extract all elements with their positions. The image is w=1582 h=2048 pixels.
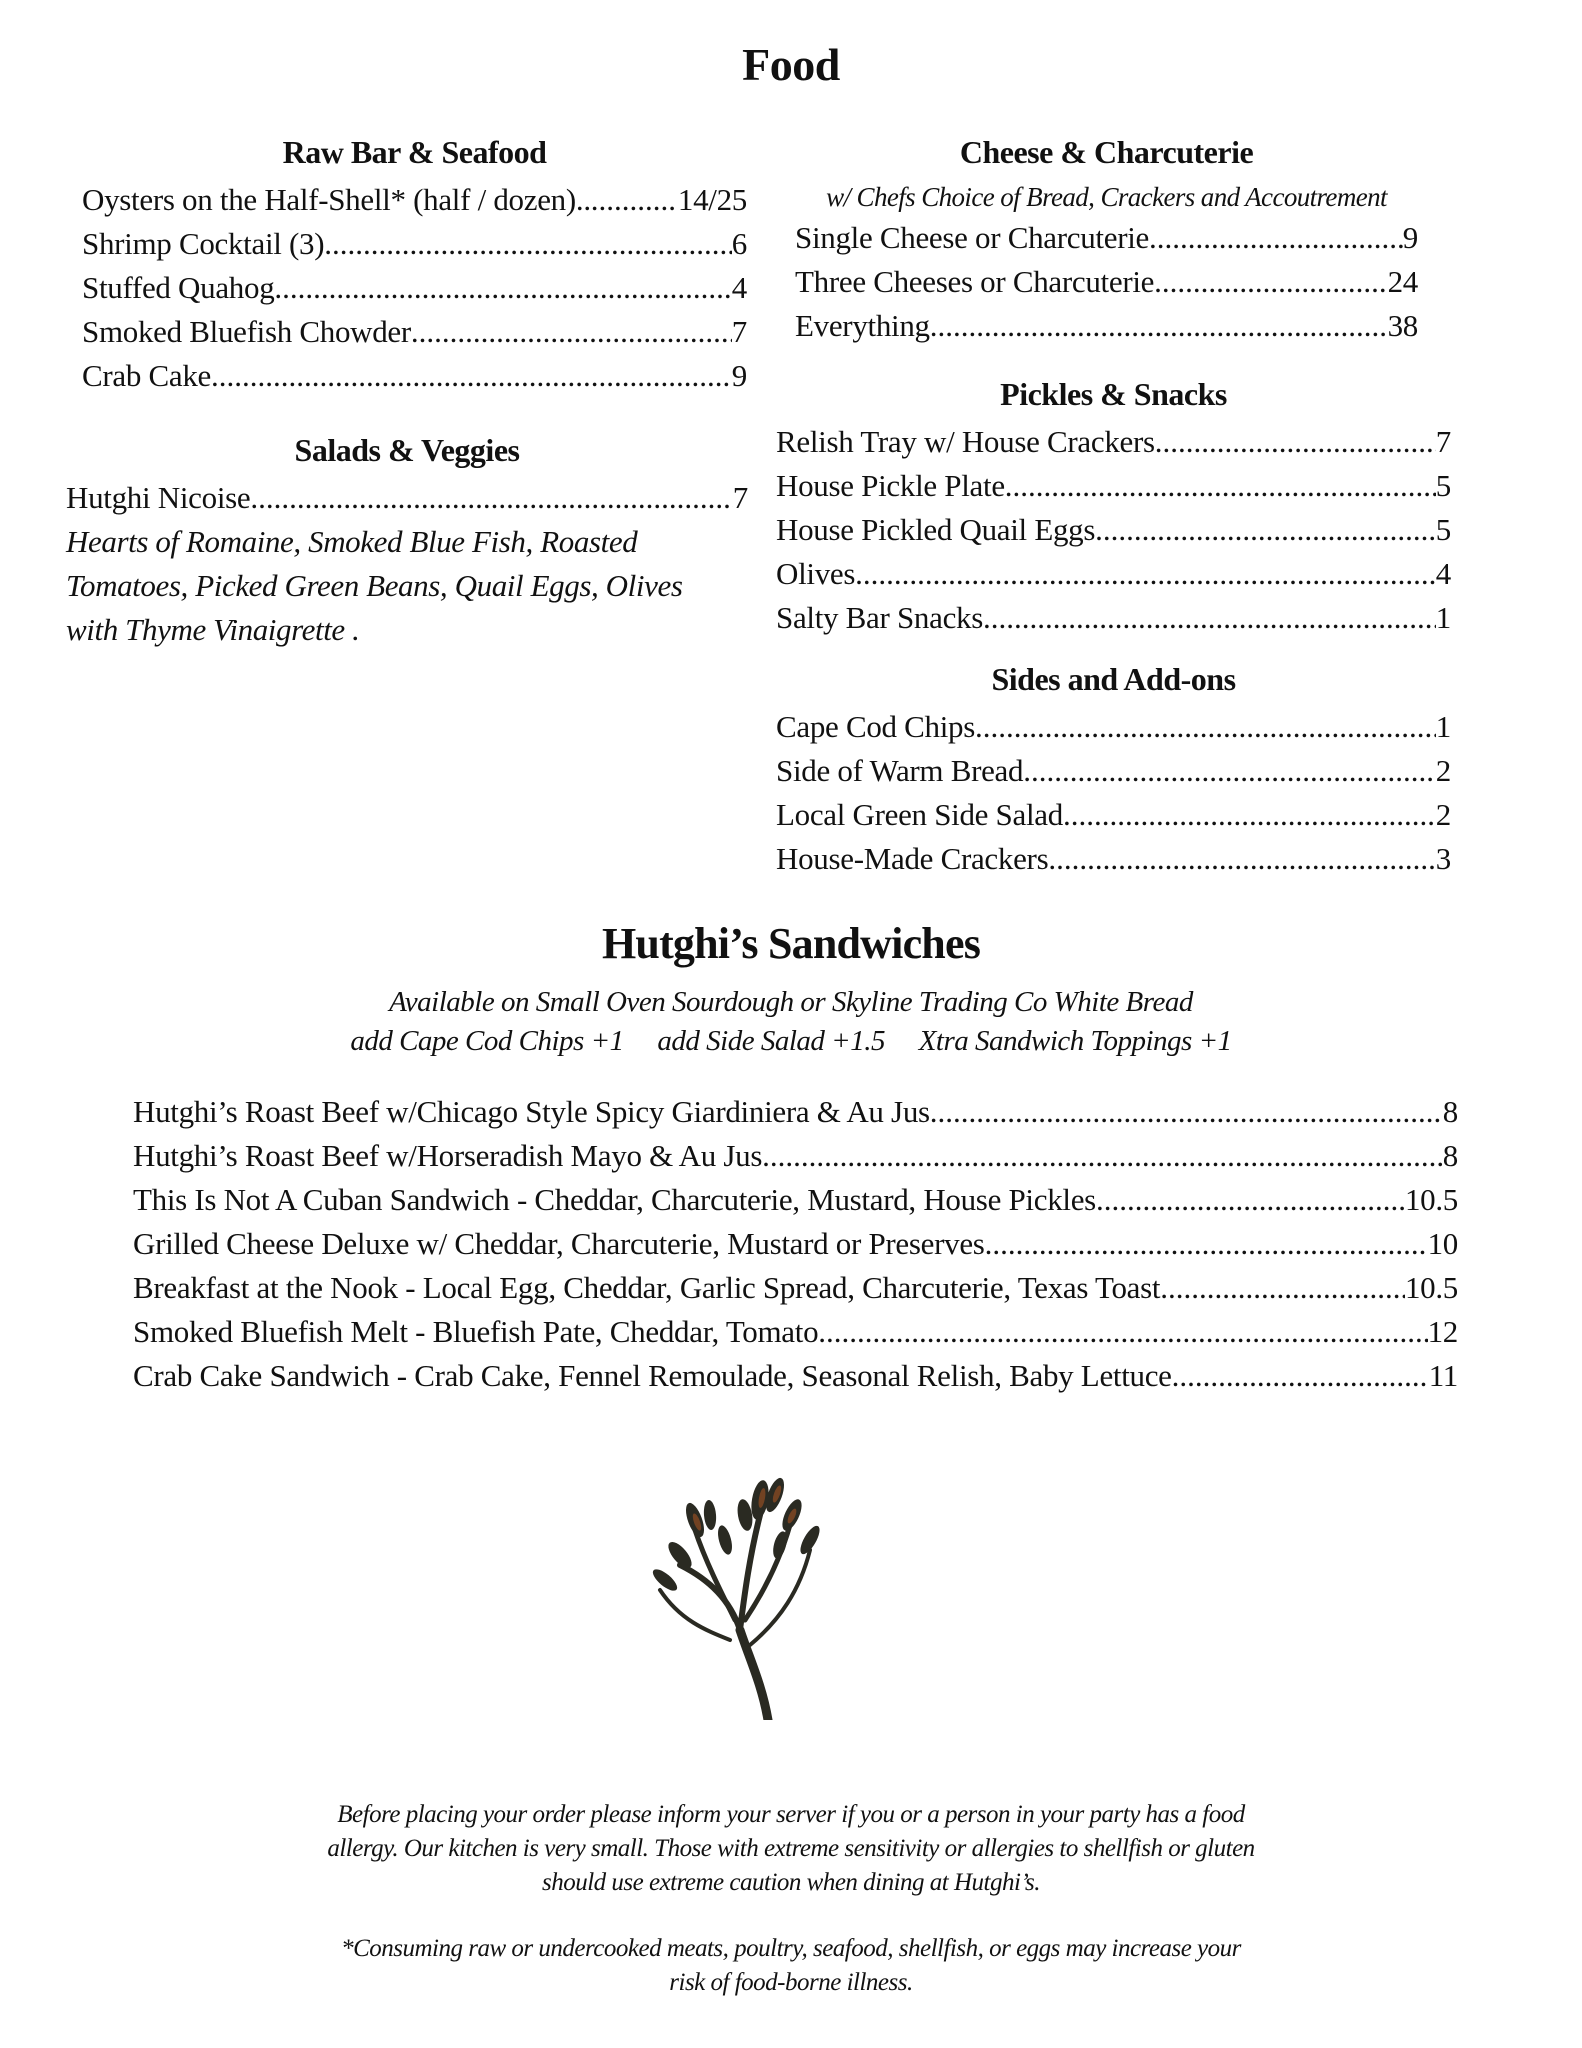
salad-description-line: Tomatoes, Picked Green Beans, Quail Eggs, Olives <box>66 568 683 603</box>
allergy-notice-line: Before placing your order please inform your server if you or a person in your party has a food <box>337 1801 1245 1828</box>
menu-item-name: Local Green Side Salad <box>776 797 1063 832</box>
allergy-notice-line: allergy. Our kitchen is very small. Those with extreme sensitivity or allergies to shellfish or gluten <box>327 1835 1255 1862</box>
menu-item <box>776 552 1451 596</box>
menu-item-name: Salty Bar Snacks <box>776 600 984 635</box>
menu-item-name: Side of Warm Bread <box>776 753 1024 788</box>
menu-item-name: Grilled Cheese Deluxe w/ Cheddar, Charcuterie, Mustard or Preserves <box>133 1226 985 1261</box>
menu-item <box>776 596 1451 640</box>
sides-heading: Sides and Add-ons <box>991 661 1236 697</box>
cheese-heading: Cheese & Charcuterie <box>959 134 1254 170</box>
cheese-subheading: w/ Chefs Choice of Bread, Crackers and Accoutrement <box>826 182 1387 212</box>
dot-leader <box>818 1310 1427 1354</box>
menu-item-name: Hutghi Nicoise <box>66 480 251 515</box>
menu-item-name: Breakfast at the Nook - Local Egg, Cheddar, Garlic Spread, Charcuterie, Texas Toast <box>133 1270 1161 1305</box>
menu-item-name: Smoked Bluefish Melt - Bluefish Pate, Cheddar, Tomato <box>133 1314 819 1349</box>
dot-leader <box>1172 1354 1429 1398</box>
menu-item <box>133 1310 1458 1354</box>
menu-item-price: 4 <box>731 270 747 305</box>
menu-item <box>133 1134 1458 1178</box>
sandwiches-addons-note: add Cape Cod Chips +1 add Side Salad +1.5 Xtra Sandwich Toppings +1 <box>350 1025 1232 1057</box>
menu-item-price: 7 <box>731 314 747 349</box>
menu-item-price: 6 <box>731 226 747 261</box>
dot-leader <box>1005 464 1436 508</box>
consumption-warning-line: risk of food-borne illness. <box>669 1969 913 1996</box>
menu-item-name: Olives <box>776 556 856 591</box>
dot-leader <box>1160 1266 1405 1310</box>
menu-item <box>795 260 1418 304</box>
menu-item <box>795 216 1418 260</box>
menu-item-price: 5 <box>1435 512 1451 547</box>
menu-item-name: Stuffed Quahog <box>82 270 275 305</box>
menu-item-name: This Is Not A Cuban Sandwich - Cheddar, Charcuterie, Mustard, House Pickles <box>133 1182 1096 1217</box>
cheese-list <box>795 216 1418 348</box>
menu-item-name: Single Cheese or Charcuterie <box>795 220 1150 255</box>
menu-item-price: 8 <box>1442 1094 1458 1129</box>
menu-item <box>133 1090 1458 1134</box>
menu-item <box>776 793 1451 837</box>
menu-item <box>776 705 1451 749</box>
dot-leader <box>983 596 1436 640</box>
menu-item-price: 10.5 <box>1404 1182 1458 1217</box>
menu-item-price: 1 <box>1435 709 1451 744</box>
sandwiches-bread-note: Available on Small Oven Sourdough or Skyline Trading Co White Bread <box>389 986 1193 1018</box>
menu-item <box>133 1354 1458 1398</box>
salad-description <box>66 520 748 652</box>
menu-item <box>776 837 1451 881</box>
menu-item-price: 10.5 <box>1404 1270 1458 1305</box>
menu-item-price: 4 <box>1435 556 1451 591</box>
dot-leader <box>985 1222 1428 1266</box>
dot-leader <box>1063 793 1436 837</box>
menu-item-price: 1 <box>1435 600 1451 635</box>
dot-leader <box>1048 837 1435 881</box>
raw-bar-heading: Raw Bar & Seafood <box>282 134 547 170</box>
consumption-warning-line: *Consuming raw or undercooked meats, poultry, seafood, shellfish, or eggs may increase your <box>341 1935 1241 1962</box>
seaweed-illustration <box>650 1470 830 1720</box>
raw-bar-section <box>82 130 747 398</box>
menu-item <box>82 310 747 354</box>
menu-item-name: Hutghi’s Roast Beef w/Chicago Style Spicy Giardiniera & Au Jus <box>133 1094 930 1129</box>
menu-item-name: Three Cheeses or Charcuterie <box>795 264 1155 299</box>
menu-item <box>66 476 748 520</box>
dot-leader <box>930 304 1388 348</box>
menu-item-price: 14/25 <box>677 182 747 217</box>
dot-leader <box>211 354 732 398</box>
menu-item-name: Everything <box>795 308 930 343</box>
dot-leader <box>1095 508 1436 552</box>
dot-leader <box>1154 260 1387 304</box>
menu-item <box>795 304 1418 348</box>
menu-item-name: Cape Cod Chips <box>776 709 976 744</box>
menu-item-name: House-Made Crackers <box>776 841 1049 876</box>
menu-item-price: 9 <box>731 358 747 393</box>
pickles-section <box>776 372 1451 640</box>
menu-item <box>133 1266 1458 1310</box>
menu-item <box>82 354 747 398</box>
dot-leader <box>1023 749 1436 793</box>
menu-item <box>133 1178 1458 1222</box>
menu-item-name: Smoked Bluefish Chowder <box>82 314 411 349</box>
menu-item-price: 2 <box>1435 797 1451 832</box>
pickles-list <box>776 420 1451 640</box>
menu-item-price: 3 <box>1435 841 1451 876</box>
raw-bar-list <box>82 178 747 398</box>
dot-leader <box>1155 420 1436 464</box>
menu-item-name: Crab Cake Sandwich - Crab Cake, Fennel Remoulade, Seasonal Relish, Baby Lettuce <box>133 1358 1172 1393</box>
dot-leader <box>250 476 732 520</box>
page-title: Food <box>742 39 840 90</box>
menu-item-name: Crab Cake <box>82 358 212 393</box>
menu-item-price: 7 <box>1435 424 1451 459</box>
menu-item-name: House Pickle Plate <box>776 468 1005 503</box>
sides-list <box>776 705 1451 881</box>
menu-item-price: 8 <box>1442 1138 1458 1173</box>
salad-description-line: with Thyme Vinaigrette . <box>66 612 360 647</box>
salads-section <box>66 428 748 652</box>
menu-item <box>776 420 1451 464</box>
menu-item-name: Relish Tray w/ House Crackers <box>776 424 1155 459</box>
menu-item <box>776 464 1451 508</box>
allergy-notice-line: should use extreme caution when dining at Hutghi’s. <box>541 1869 1041 1896</box>
menu-item <box>82 266 747 310</box>
menu-item-name: House Pickled Quail Eggs <box>776 512 1096 547</box>
pickles-heading: Pickles & Snacks <box>1000 376 1227 412</box>
menu-item-price: 9 <box>1402 220 1418 255</box>
menu-item-price: 7 <box>732 480 748 515</box>
menu-item <box>82 222 747 266</box>
menu-item <box>776 508 1451 552</box>
menu-item <box>133 1222 1458 1266</box>
menu-item-price: 5 <box>1435 468 1451 503</box>
menu-item-name: Shrimp Cocktail (3) <box>82 226 325 261</box>
menu-item-price: 10 <box>1427 1226 1458 1261</box>
menu-item-price: 11 <box>1428 1358 1458 1393</box>
menu-item-name: Oysters on the Half-Shell* (half / dozen).. <box>82 182 591 217</box>
menu-item-price: 24 <box>1387 264 1418 299</box>
dot-leader <box>975 705 1436 749</box>
menu-item-name: Hutghi’s Roast Beef w/Horseradish Mayo & Au Jus <box>133 1138 763 1173</box>
salad-description-line: Hearts of Romaine, Smoked Blue Fish, Roasted <box>66 524 638 559</box>
menu-item <box>82 178 747 222</box>
dot-leader <box>1149 216 1403 260</box>
dot-leader <box>274 266 731 310</box>
menu-item <box>776 749 1451 793</box>
sides-section <box>776 657 1451 881</box>
sandwiches-heading: Hutghi’s Sandwiches <box>601 919 981 968</box>
dot-leader <box>1096 1178 1405 1222</box>
menu-item-price: 38 <box>1387 308 1418 343</box>
sandwiches-list <box>133 1090 1458 1398</box>
dot-leader <box>591 178 678 222</box>
allergy-notice <box>0 1798 1582 1900</box>
cheese-section <box>795 130 1418 348</box>
dot-leader <box>855 552 1436 596</box>
dot-leader <box>930 1090 1443 1134</box>
salads-heading: Salads & Veggies <box>294 432 520 468</box>
menu-item-price: 12 <box>1427 1314 1458 1349</box>
salads-list <box>66 476 748 520</box>
menu-item-price: 2 <box>1435 753 1451 788</box>
consumption-warning <box>0 1932 1582 2000</box>
dot-leader <box>411 310 732 354</box>
dot-leader <box>762 1134 1443 1178</box>
dot-leader <box>324 222 732 266</box>
